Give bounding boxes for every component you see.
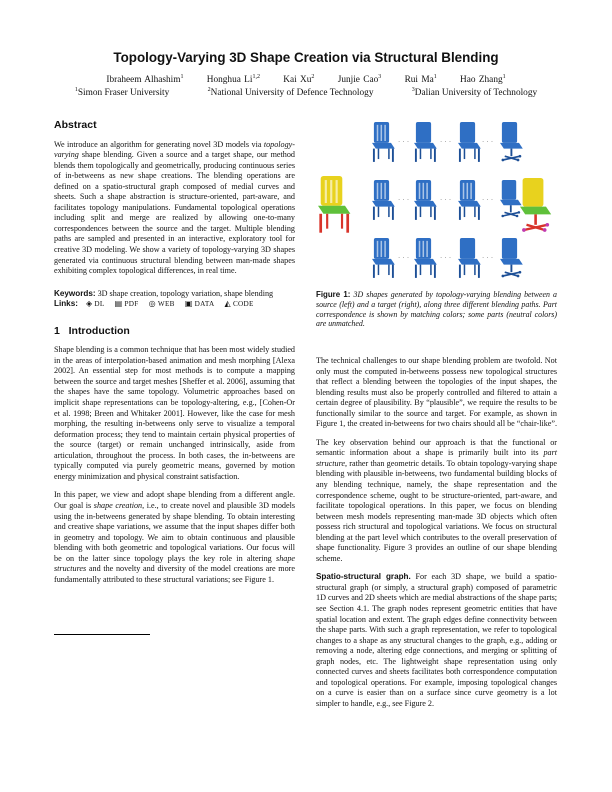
figure-1-image <box>312 116 562 288</box>
intro-paragraph-1: Shape blending is a common technique that has been most widely studied in the areas of interpolation-based animation and mesh morphing [Alexa 2002]. An essential step for most methods is to compute a mapping between the source and target meshes [Sheffer et al. 2006], assuming that the shapes have the same topology. Volumetric approaches based on implicit shape representations can be topology-altering, e.g., [Cohen-Or et al. 1998; Breen and Whitaker 2001]. However, like the case for mesh morphing, the resulting in-betweens only serve to visualize a temporal deformation process; they tend to maintain certain physical properties of the source (target) or remain unchanged intrinsically, aside from articulation, throughout the process. In both cases, the in-betweens are typically computed via purely geometric means, governed by motion energy minimization and physical constraint satisfaction. <box>54 345 295 481</box>
intro-paragraph-2: In this paper, we view and adopt shape blending from a different angle. Our goal is shape creation, i.e., to create novel and plausible 3D models using the in-betweens generated by shape blending. To obtain interesting and creative shape variations, we assume that the input shapes differ both in geometry and topology. We aim to obtain continuous and plausible blending with both geometric and topological variations. Our focus will be on the latter since topology plays the key role in altering shape structures and the novelty and diversity of the model creations are more fundamentally attributed to these structural variations; see Figure 1. <box>54 490 296 584</box>
path-ellipsis: · · · <box>440 254 452 262</box>
author: Junjie Cao$^3$ <box>337 73 382 85</box>
code-icon: ◭ <box>224 299 231 309</box>
affiliation: $^3$Dalian University of Technology <box>411 86 538 98</box>
affiliation-list <box>0 88 612 98</box>
chair-model <box>414 238 437 278</box>
chair-model <box>372 238 395 278</box>
right-paragraph-1: The technical challenges to our shape blending problem are twofold. Not only must the computed in-betweens possess new topological structures that reflect a blending between the topologies of the input shapes, the blending results must also be properly controlled and filtered to attain a certain degree of plausibility. By “plausible”, we require the results to be functionally similar to the source and target. For example, as shown in Figure 1, the created in-betweens for two chairs should all be “chair-like”. <box>316 356 558 429</box>
dl-icon: ◈ <box>85 299 93 309</box>
path-ellipsis: · · · <box>398 254 410 262</box>
right-column <box>316 356 557 710</box>
affiliation: $^1$Simon Fraser University <box>74 86 170 98</box>
chair-model <box>372 180 395 220</box>
paper-title: Topology-Varying 3D Shape Creation via Structural Blending <box>113 50 499 65</box>
path-ellipsis: · · · <box>440 138 452 146</box>
author: Rui Ma$^1$ <box>404 73 437 85</box>
chair-model <box>500 238 523 277</box>
chair-model <box>318 176 350 233</box>
path-ellipsis: · · · <box>482 196 494 204</box>
links-row: Links: ◈ DL ▤ PDF ◎ WEB ▣ DATA ◭ CODE <box>54 299 254 309</box>
author-list <box>0 75 612 85</box>
path-ellipsis: · · · <box>398 138 410 146</box>
intro-heading: 1 Introduction <box>54 324 130 337</box>
footnote-rule <box>54 634 150 635</box>
chair-model <box>372 122 395 162</box>
chair-model <box>520 178 551 232</box>
link-code[interactable]: ◭ CODE <box>224 299 254 309</box>
author: Kai Xu$^2$ <box>283 73 315 85</box>
link-dl[interactable]: ◈ DL <box>85 299 105 309</box>
path-ellipsis: · · · <box>482 254 494 262</box>
pdf-icon: ▤ <box>114 299 123 309</box>
path-ellipsis: · · · <box>398 196 410 204</box>
data-icon: ▣ <box>184 299 193 309</box>
chair-model <box>458 238 481 278</box>
right-paragraph-2: The key observation behind our approach is that the functional or semantic information about a shape is primarily built into its part structure, rather than geometric details. To obtain topology-varying shape blending with plausible in-betweens, two fundamental building blocks of any blending technique, namely, the shape representation and the correspondence scheme, ought to be structure-oriented, part-aware, and facilitate topological operations. In this paper, we focus on blending between mesh models representing man-made 3D objects which often possess rich structural and topological variations. We focus on structural blending at the part level which contributes to the overall preservation of shape functionality. Figure 3 provides an outline of our shape blending scheme. <box>316 437 557 563</box>
link-data[interactable]: ▣ DATA <box>184 299 215 309</box>
chair-model <box>500 122 523 161</box>
chair-model <box>500 180 522 217</box>
chair-model <box>458 180 481 220</box>
path-ellipsis: · · · <box>482 138 494 146</box>
link-pdf[interactable]: ▤ PDF <box>114 299 139 309</box>
path-ellipsis: · · · <box>440 196 452 204</box>
abstract-body: We introduce an algorithm for generating novel 3D models via topology-varying shape blending. Given a source and a target shape, our method blends them topologically and geometrically, producing continuous series of in-betweens as new shape creations. The blending operations are defined on a spatio-structural graph composed of medial curves and sheets. Such a shape abstraction is structure-oriented, part-aware, and facilitates topology manipulations. Fundamental topological operations including split and merge are realized by allowing one-to-many correspondences between the source and the target. Multiple blending paths are sampled and presented in an interactive, exploratory tool for creative 3D modeling. We show a variety of topology-varying 3D shapes generated via continuous structural blending between man-made shapes exhibiting complex topological differences, in real time. <box>54 139 295 276</box>
chair-model <box>414 122 437 162</box>
chair-model <box>414 180 437 220</box>
author: Ibraheem Alhashim$^1$ <box>106 73 184 85</box>
author: Hao Zhang$^1$ <box>460 73 506 85</box>
keywords: Keywords: 3D shape creation, topology variation, shape blending <box>54 288 274 298</box>
web-icon: ◎ <box>148 299 156 309</box>
chair-model <box>458 122 481 162</box>
affiliation: $^2$National University of Defence Technology <box>207 86 374 98</box>
figure-1-caption: Figure 1: 3D shapes generated by topology-varying blending between a source (left) and a target (right), along three different blending paths. Part correspondence is shown by matching colors; some parts (neutral colors) are unmatched. <box>316 290 557 329</box>
abstract-heading: Abstract <box>54 119 97 131</box>
link-web[interactable]: ◎ WEB <box>148 299 175 309</box>
left-column <box>54 120 295 585</box>
right-paragraph-3: Spatio-structural graph. For each 3D shape, we build a spatio-structural graph (or simply, a structural graph) composed of parametric 1D curves and 2D sheets which are medial abstractions of the shape parts; see Section 4.1. The graph nodes represent geometric entities that have spatial location and extent. The graph edges define connectivity between the shape parts. With such a graph representation, we refer to topological changes to a shape as any structural changes to the graph, e.g., adding or removing a node, altering edge connections, and merging or splitting of graph nodes, etc. The lightweight shape representation using only connected curves and sheets facilitates both correspondence computation and topological operations. For example, imposing topological changes on a curve is easier than on a surface since curve geometry is a lot simpler to handle, e.g., see Figure 2. <box>316 572 558 708</box>
author: Honghua Li$^{1,2}$ <box>206 73 260 85</box>
